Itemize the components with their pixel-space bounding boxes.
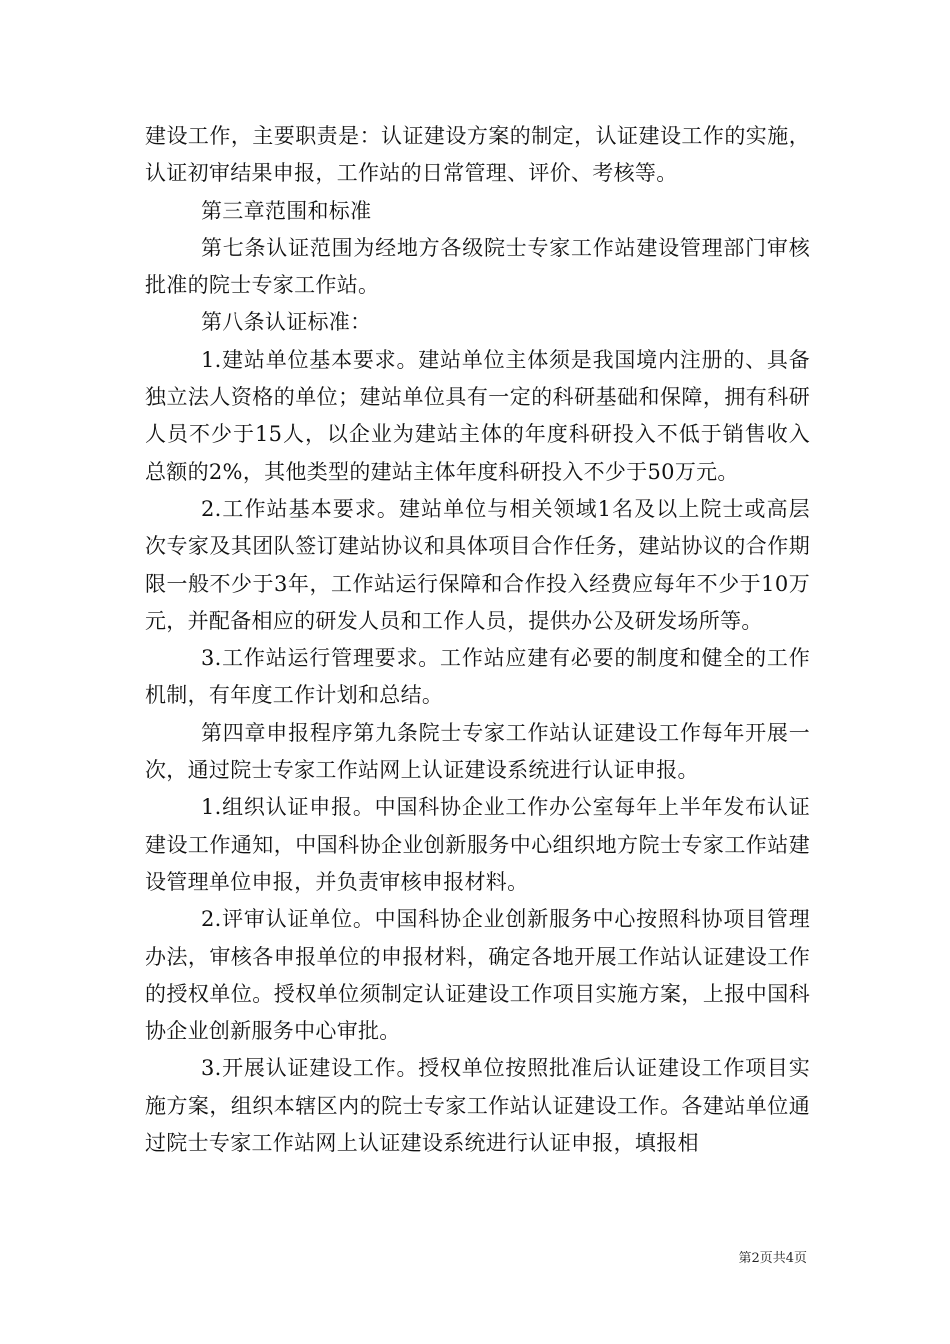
procedure-item-2: 2.评审认证单位。中国科协企业创新服务中心按照科协项目管理办法，审核各申报单位的申报材料，确定各地开展工作站认证建设工作的授权单位。授权单位须制定认证建设工作项目实施方案，上报中国科协企业创新服务中心审批。 [145, 907, 810, 1044]
procedure-item-3: 3.开展认证建设工作。授权单位按照批准后认证建设工作项目实施方案，组织本辖区内的院士专家工作站认证建设工作。各建站单位通过院士专家工作站网上认证建设系统进行认证申报，填报相 [145, 1056, 810, 1156]
standard-item-1: 1.建站单位基本要求。建站单位主体须是我国境内注册的、具备独立法人资格的单位；建站单位具有一定的科研基础和保障，拥有科研人员不少于15人，以企业为建站主体的年度科研投入不低于销售收入总额的2%，其他类型的建站主体年度科研投入不少于50万元。 [145, 347, 810, 484]
article-8: 第八条认证标准： [201, 310, 372, 335]
page-number-footer: 第2页共4页 [738, 1251, 807, 1266]
article-7: 第七条认证范围为经地方各级院士专家工作站建设管理部门审核批准的院士专家工作站。 [145, 235, 810, 298]
procedure-item-1: 1.组织认证申报。中国科协企业工作办公室每年上半年发布认证建设工作通知，中国科协企业创新服务中心组织地方院士专家工作站建设管理单位申报，并负责审核申报材料。 [145, 795, 810, 894]
standard-item-2: 2.工作站基本要求。建站单位与相关领域1名及以上院士或高层次专家及其团队签订建站协议和具体项目合作任务，建站协议的合作期限一般不少于3年，工作站运行保障和合作投入经费应每年不少于10万元，并配备相应的研发人员和工作人员，提供办公及研发场所等。 [145, 496, 810, 633]
standard-item-3: 3.工作站运行管理要求。工作站应建有必要的制度和健全的工作机制，有年度工作计划和总结。 [145, 646, 810, 708]
paragraph-continuation: 建设工作，主要职责是：认证建设方案的制定，认证建设工作的实施，认证初审结果申报，工作站的日常管理、评价、考核等。 [145, 124, 810, 186]
chapter-heading-3: 第三章范围和标准 [201, 198, 372, 223]
document-body [145, 118, 810, 1162]
chapter-heading-4-article-9: 第四章申报程序第九条院士专家工作站认证建设工作每年开展一次，通过院士专家工作站网上认证建设系统进行认证申报。 [145, 720, 810, 783]
